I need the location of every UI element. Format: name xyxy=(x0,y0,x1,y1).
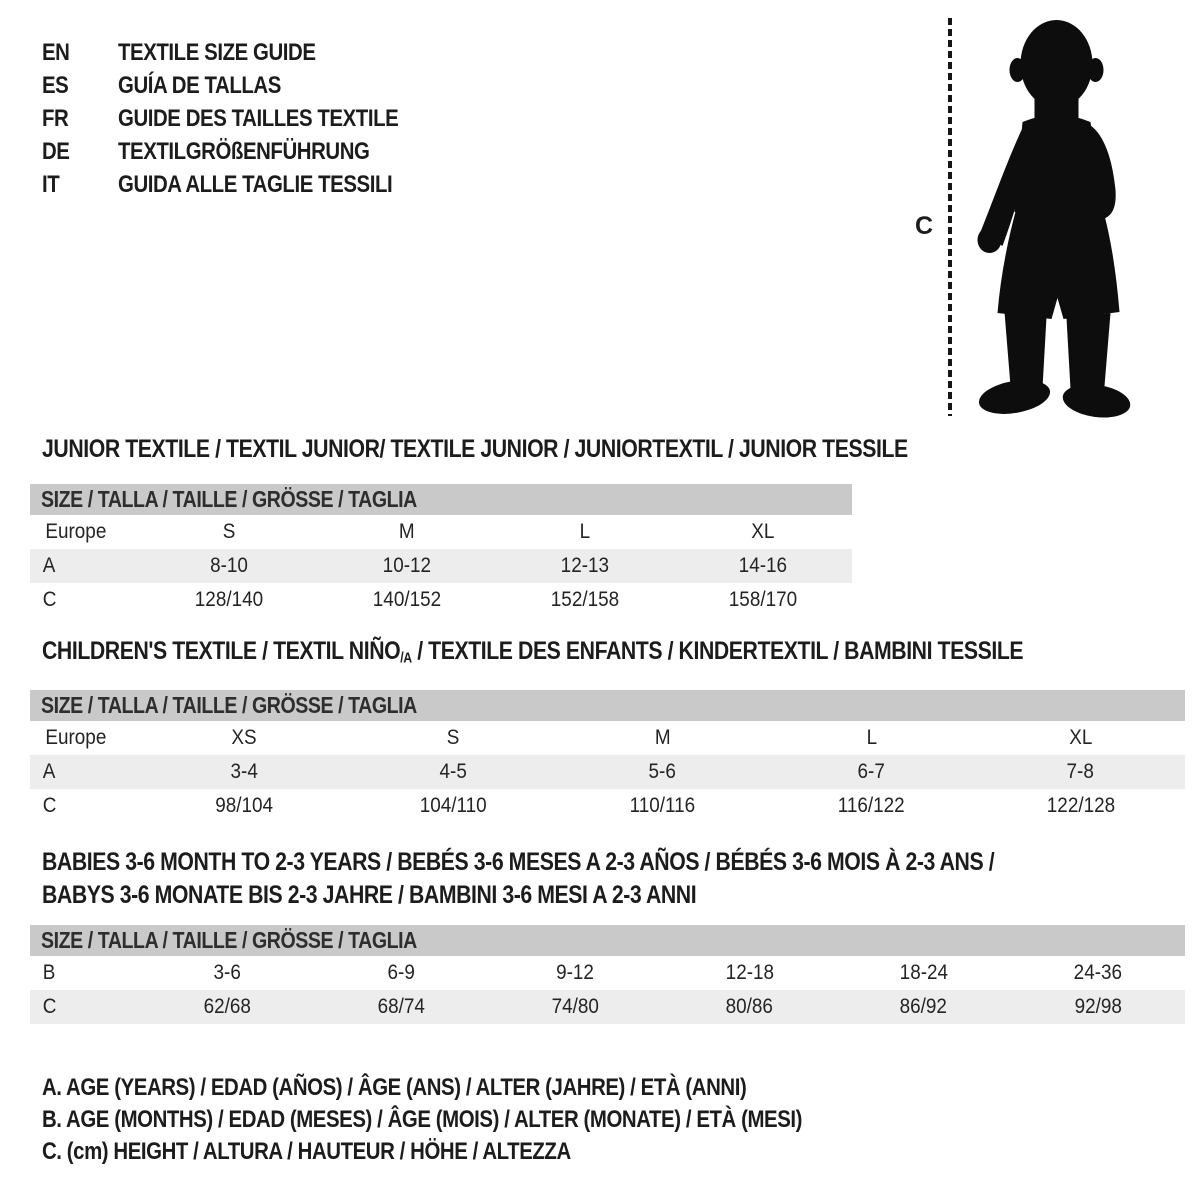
language-header xyxy=(42,36,448,201)
table-cell: XL xyxy=(1068,726,1093,749)
row-label: Europe xyxy=(45,520,107,543)
table-cell: 80/86 xyxy=(725,995,774,1018)
nino-a-subscript: /A xyxy=(400,650,412,667)
size-header-bar: SIZE / TALLA / TAILLE / GRÖSSE / TAGLIA xyxy=(30,690,1185,721)
table-cell: S xyxy=(447,726,460,749)
table-cell: 18-24 xyxy=(899,961,948,984)
table-cell: 140/152 xyxy=(372,588,442,611)
baby-silhouette-icon xyxy=(962,12,1142,422)
table-cell: 116/122 xyxy=(838,794,905,817)
table-cell: 12-13 xyxy=(560,554,610,577)
row-label: C xyxy=(42,995,57,1018)
table-cell: 122/128 xyxy=(1046,794,1115,817)
table-cell: 74/80 xyxy=(551,995,600,1018)
babies-title-line1: BABIES 3-6 MONTH TO 2-3 YEARS / BEBÉS 3-6 MESES A 2-3 AÑOS / BÉBÉS 3-6 MOIS À 2-3 ANS / xyxy=(42,848,995,876)
language-code: IT xyxy=(42,170,60,198)
language-row-es xyxy=(42,69,448,102)
size-header-bar: SIZE / TALLA / TAILLE / GRÖSSE / TAGLIA xyxy=(30,925,1185,956)
language-code: DE xyxy=(42,137,70,165)
row-label: A xyxy=(42,554,56,577)
guide-title-fr: GUIDE DES TAILLES TEXTILE xyxy=(118,104,399,132)
guide-title-de: TEXTILGRÖßENFÜHRUNG xyxy=(118,137,370,165)
table-row-age-years xyxy=(30,549,852,583)
table-cell: 86/92 xyxy=(900,995,948,1018)
table-cell: 5-6 xyxy=(648,760,677,783)
babies-size-table xyxy=(30,925,1185,1024)
children-size-table xyxy=(30,690,1185,823)
row-label: Europe xyxy=(45,726,107,749)
junior-size-table xyxy=(30,484,852,617)
table-row-age-years xyxy=(30,755,1185,789)
table-cell: 6-7 xyxy=(857,760,886,783)
table-cell: 62/68 xyxy=(203,995,251,1018)
babies-title-line2: BABYS 3-6 MONATE BIS 2-3 JAHRE / BAMBINI 3-6 MESI A 2-3 ANNI xyxy=(42,881,697,909)
language-code: ES xyxy=(42,71,69,99)
table-cell: 14-16 xyxy=(738,554,788,577)
language-row-it xyxy=(42,168,448,201)
table-cell: 7-8 xyxy=(1066,760,1095,783)
table-cell: S xyxy=(222,520,236,543)
table-row-height-cm xyxy=(30,789,1185,823)
row-label: A xyxy=(42,760,56,783)
guide-title-en: TEXTILE SIZE GUIDE xyxy=(118,38,316,66)
legend-line-a: A. AGE (YEARS) / EDAD (AÑOS) / ÂGE (ANS) / ALTER (JAHRE) / ETÀ (ANNI) xyxy=(42,1074,747,1101)
table-row-height-cm xyxy=(30,583,852,617)
legend-line-c: C. (cm) HEIGHT / ALTURA / HAUTEUR / HÖHE / ALTEZZA xyxy=(42,1138,571,1165)
table-cell: 152/158 xyxy=(550,588,620,611)
height-label-c: C xyxy=(915,212,934,240)
table-cell: 68/74 xyxy=(377,995,425,1018)
table-cell: 158/170 xyxy=(728,588,798,611)
table-cell: 3-6 xyxy=(213,961,241,984)
table-cell: 6-9 xyxy=(387,961,415,984)
children-section-title: CHILDREN'S TEXTILE / TEXTIL NIÑO/A / TEXTILE DES ENFANTS / KINDERTEXTIL / BAMBINI TESSILE xyxy=(42,637,1024,667)
table-cell: 128/140 xyxy=(194,588,264,611)
guide-title-it: GUIDA ALLE TAGLIE TESSILI xyxy=(118,170,393,198)
row-label: C xyxy=(42,794,57,817)
measurement-legend xyxy=(42,1072,936,1168)
legend-line-b: B. AGE (MONTHS) / EDAD (MESES) / ÂGE (MOIS) / ALTER (MONATE) / ETÀ (MESI) xyxy=(42,1106,803,1133)
table-cell: M xyxy=(399,520,415,543)
table-cell: 4-5 xyxy=(439,760,468,783)
table-cell: M xyxy=(654,726,671,749)
table-row-age-months xyxy=(30,956,1185,990)
language-row-de xyxy=(42,135,448,168)
table-cell: L xyxy=(866,726,877,749)
row-label: C xyxy=(42,588,57,611)
table-cell: 8-10 xyxy=(210,554,248,577)
table-cell: 3-4 xyxy=(230,760,259,783)
table-cell: 110/116 xyxy=(629,794,696,817)
table-cell: 10-12 xyxy=(382,554,432,577)
table-cell: 12-18 xyxy=(725,961,774,984)
height-measure-dashed-line xyxy=(948,18,952,416)
row-label: B xyxy=(42,961,56,984)
guide-title-es: GUÍA DE TALLAS xyxy=(118,71,281,99)
table-row-europe xyxy=(30,721,1185,755)
babies-section-title xyxy=(42,846,1162,912)
table-cell: 9-12 xyxy=(556,961,595,984)
table-cell: 98/104 xyxy=(215,794,274,817)
table-row-europe xyxy=(30,515,852,549)
table-cell: XS xyxy=(231,726,258,749)
language-code: EN xyxy=(42,38,70,66)
table-cell: 104/110 xyxy=(420,794,487,817)
table-cell: XL xyxy=(751,520,775,543)
table-cell: L xyxy=(579,520,591,543)
language-code: FR xyxy=(42,104,69,132)
language-row-fr xyxy=(42,102,448,135)
size-header-bar: SIZE / TALLA / TAILLE / GRÖSSE / TAGLIA xyxy=(30,484,852,515)
junior-section-title: JUNIOR TEXTILE / TEXTIL JUNIOR/ TEXTILE JUNIOR / JUNIORTEXTIL / JUNIOR TESSILE xyxy=(42,435,908,463)
table-row-height-cm xyxy=(30,990,1185,1024)
table-cell: 24-36 xyxy=(1073,961,1123,984)
table-cell: 92/98 xyxy=(1074,995,1122,1018)
language-row-en xyxy=(42,36,448,69)
